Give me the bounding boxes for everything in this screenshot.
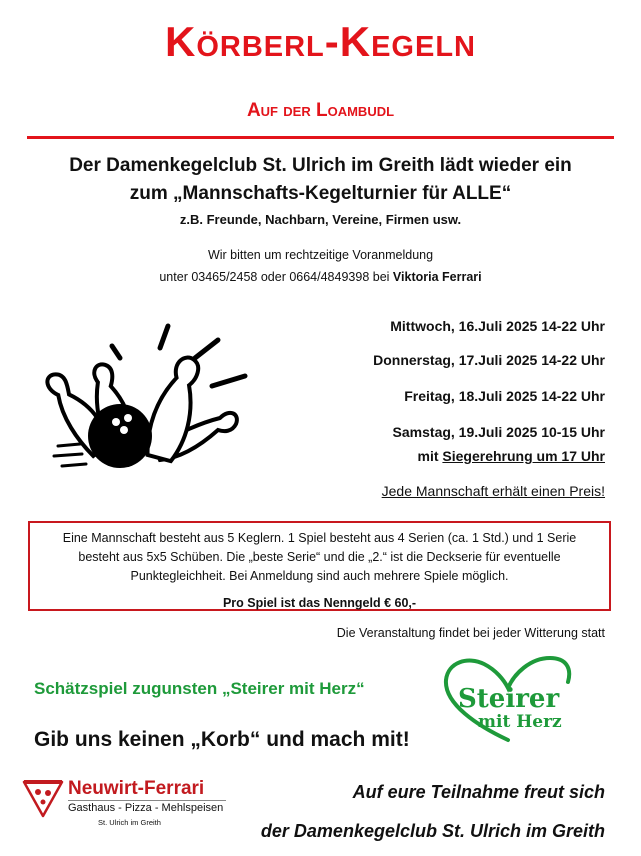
rules-box (28, 521, 611, 611)
registration-contact-name: Viktoria Ferrari (392, 270, 482, 284)
invitation-examples: z.B. Freunde, Nachbarn, Vereine, Firmen usw. (179, 212, 462, 227)
prize-note: Jede Mannschaft erhält einen Preis! (381, 483, 605, 499)
sponsor-logo-name: Neuwirt-Ferrari (68, 778, 205, 799)
date-thursday: Donnerstag, 17.Juli 2025 14-22 Uhr (373, 352, 605, 368)
weather-note: Die Veranstaltung findet bei jeder Witterung statt (336, 626, 605, 640)
call-to-action: Gib uns keinen „Korb“ und mach mit! (34, 728, 410, 751)
award-ceremony (418, 448, 605, 464)
date-wednesday: Mittwoch, 16.Juli 2025 14-22 Uhr (390, 318, 605, 334)
registration-note: Wir bitten um rechtzeitige Voranmeldung (207, 248, 434, 262)
pizza-slice-icon (22, 778, 64, 818)
closing-line-2: der Damenkegelclub St. Ulrich im Greith (260, 821, 605, 841)
title-divider (27, 136, 614, 139)
charity-logo-line-2: mit Herz (478, 712, 562, 732)
page-title: Körberl-Kegeln (165, 18, 476, 65)
rules-line-3: Punktegleichheit. Bei Anmeldung sind auch mehrere Spiele möglich. (130, 569, 509, 583)
invitation-line-2: zum „Mannschafts-Kegelturnier für ALLE“ (129, 183, 512, 204)
rules-line-2: besteht aus 5x5 Schüben. Die „beste Serie“ und die „2.“ ist die Deckserie für eventuelle (78, 550, 561, 564)
guessing-game: Schätzspiel zugunsten „Steirer mit Herz“ (34, 679, 365, 698)
registration-phone: unter 03465/2458 oder 0664/4849398 bei (159, 270, 390, 284)
award-ceremony-time: Siegerehrung um 17 Uhr (442, 448, 605, 464)
charity-logo-line-1: Steirer (458, 684, 560, 714)
page-subtitle: Auf der Loambudl (246, 100, 395, 121)
rules-line-1: Eine Mannschaft besteht aus 5 Keglern. 1 Spiel besteht aus 4 Serien (ca. 1 Std.) und 1 Serie (62, 531, 577, 545)
sponsor-logo-place: St. Ulrich im Greith (98, 818, 161, 827)
bowling-pins-icon (40, 318, 260, 488)
date-friday: Freitag, 18.Juli 2025 14-22 Uhr (404, 388, 605, 404)
sponsor-logo-tagline: Gasthaus - Pizza - Mehlspeisen (68, 802, 224, 814)
invitation-line-1: Der Damenkegelclub St. Ulrich im Greith lädt wieder ein (69, 155, 572, 176)
award-ceremony-prefix: mit (417, 448, 439, 464)
sponsor-logo-divider (68, 800, 226, 801)
date-saturday: Samstag, 19.Juli 2025 10-15 Uhr (392, 424, 605, 440)
closing-line-1: Auf eure Teilnahme freut sich (352, 782, 605, 802)
registration-contact (0, 270, 641, 284)
entry-fee: Pro Spiel ist das Nenngeld € 60,- (222, 596, 417, 610)
